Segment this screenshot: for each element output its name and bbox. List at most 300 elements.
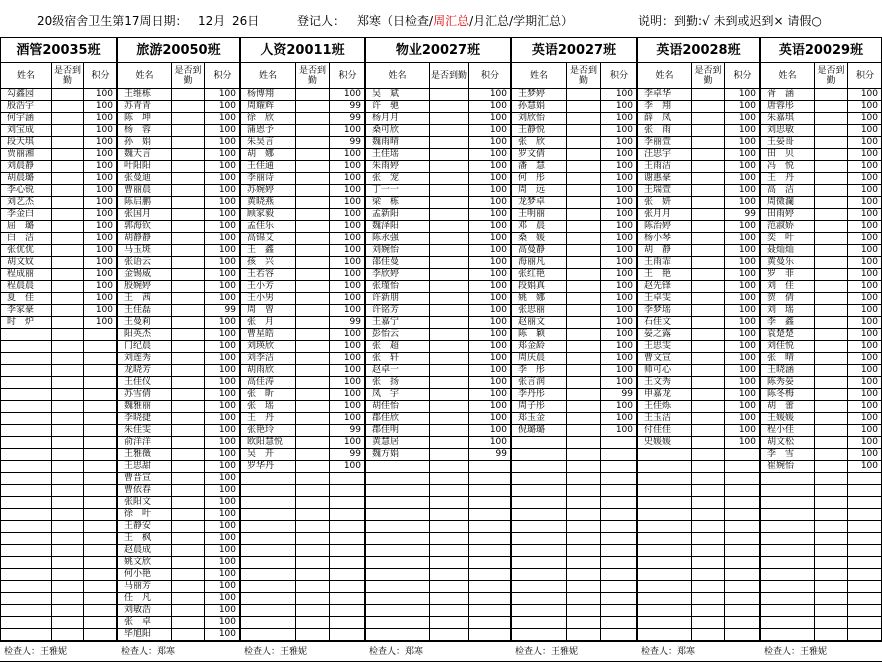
- student-name[interactable]: 周庆晨: [511, 353, 566, 365]
- score-cell[interactable]: 100: [724, 221, 760, 233]
- score-cell[interactable]: 100: [329, 209, 365, 221]
- student-name[interactable]: 刘敏浩: [117, 605, 171, 617]
- student-name[interactable]: 李晓捷: [117, 413, 171, 425]
- student-name[interactable]: 杨小琴: [637, 233, 691, 245]
- score-cell[interactable]: 99: [329, 317, 365, 329]
- student-name[interactable]: 金锡威: [117, 269, 171, 281]
- score-cell[interactable]: 100: [329, 221, 365, 233]
- student-name[interactable]: 杨博翔: [240, 89, 295, 101]
- student-name[interactable]: 张 卓: [117, 617, 171, 629]
- student-name[interactable]: 俞洋洋: [117, 437, 171, 449]
- student-name[interactable]: 王佳烁: [637, 401, 691, 413]
- student-name[interactable]: 聂灿灿: [760, 245, 814, 257]
- student-name[interactable]: 殷婉婷: [117, 281, 171, 293]
- student-name[interactable]: 李 彤: [511, 365, 566, 377]
- student-name[interactable]: 倪璐璐: [511, 425, 566, 437]
- student-name[interactable]: 李丽萱: [637, 137, 691, 149]
- score-cell[interactable]: 99: [724, 209, 760, 221]
- student-name[interactable]: 张 晴: [760, 353, 814, 365]
- score-cell[interactable]: 100: [83, 233, 117, 245]
- score-cell[interactable]: 100: [468, 413, 511, 425]
- score-cell[interactable]: 100: [724, 149, 760, 161]
- score-cell[interactable]: 100: [204, 509, 240, 521]
- student-name[interactable]: 姚文欣: [117, 557, 171, 569]
- score-cell[interactable]: 100: [724, 101, 760, 113]
- score-cell[interactable]: 100: [204, 185, 240, 197]
- score-cell[interactable]: 100: [724, 233, 760, 245]
- score-cell[interactable]: 100: [83, 173, 117, 185]
- student-name[interactable]: 夏 佳: [0, 293, 51, 305]
- score-cell[interactable]: 100: [83, 137, 117, 149]
- score-cell[interactable]: 100: [83, 125, 117, 137]
- score-cell[interactable]: 100: [329, 293, 365, 305]
- score-cell[interactable]: 100: [204, 557, 240, 569]
- student-name[interactable]: 贺 倩: [760, 293, 814, 305]
- score-cell[interactable]: 100: [204, 233, 240, 245]
- score-cell[interactable]: 100: [724, 269, 760, 281]
- student-name[interactable]: 魏雅丽: [117, 401, 171, 413]
- score-cell[interactable]: 100: [468, 425, 511, 437]
- score-cell[interactable]: 100: [468, 305, 511, 317]
- score-cell[interactable]: 100: [724, 245, 760, 257]
- student-name[interactable]: 张 盺: [240, 389, 295, 401]
- student-name[interactable]: 王思雯: [637, 341, 691, 353]
- score-cell[interactable]: 100: [204, 449, 240, 461]
- score-cell[interactable]: 99: [329, 113, 365, 125]
- student-name[interactable]: 叶阳阳: [117, 161, 171, 173]
- score-cell[interactable]: 100: [600, 353, 637, 365]
- student-name[interactable]: 魏雨晴: [365, 137, 429, 149]
- score-cell[interactable]: 100: [329, 365, 365, 377]
- score-cell[interactable]: 100: [847, 365, 882, 377]
- student-name[interactable]: 郑金龄: [511, 341, 566, 353]
- student-name[interactable]: 李家豪: [0, 305, 51, 317]
- score-cell[interactable]: 100: [724, 197, 760, 209]
- student-name[interactable]: 申嘉龙: [637, 389, 691, 401]
- score-cell[interactable]: 100: [847, 173, 882, 185]
- score-cell[interactable]: 100: [204, 365, 240, 377]
- score-cell[interactable]: 100: [600, 425, 637, 437]
- score-cell[interactable]: 100: [724, 437, 760, 449]
- student-name[interactable]: 陈启鹏: [117, 197, 171, 209]
- score-cell[interactable]: 100: [600, 125, 637, 137]
- score-cell[interactable]: 100: [600, 185, 637, 197]
- student-name[interactable]: 曹星皓: [240, 329, 295, 341]
- score-cell[interactable]: 100: [204, 281, 240, 293]
- score-cell[interactable]: 100: [204, 629, 240, 641]
- score-cell[interactable]: 100: [468, 317, 511, 329]
- score-cell[interactable]: 100: [468, 209, 511, 221]
- student-name[interactable]: 苏雪倩: [117, 389, 171, 401]
- student-name[interactable]: 王思甜: [117, 461, 171, 473]
- student-name[interactable]: 张阳文: [117, 497, 171, 509]
- student-name[interactable]: 郡佳明: [365, 425, 429, 437]
- score-cell[interactable]: 100: [847, 233, 882, 245]
- student-name[interactable]: 曹文宣: [637, 353, 691, 365]
- student-name[interactable]: 段娟真: [511, 281, 566, 293]
- score-cell[interactable]: 100: [600, 161, 637, 173]
- score-cell[interactable]: 100: [83, 305, 117, 317]
- score-cell[interactable]: 100: [468, 341, 511, 353]
- score-cell[interactable]: 100: [600, 293, 637, 305]
- student-name[interactable]: 魏泽阳: [365, 221, 429, 233]
- student-name[interactable]: 王佳通: [240, 161, 295, 173]
- score-cell[interactable]: 100: [600, 317, 637, 329]
- score-cell[interactable]: 100: [847, 353, 882, 365]
- score-cell[interactable]: 100: [724, 137, 760, 149]
- student-name[interactable]: 张 欣: [511, 137, 566, 149]
- score-cell[interactable]: 100: [847, 221, 882, 233]
- score-cell[interactable]: 100: [847, 401, 882, 413]
- student-name[interactable]: 刘 佳: [760, 281, 814, 293]
- score-cell[interactable]: 100: [204, 137, 240, 149]
- score-cell[interactable]: 100: [329, 305, 365, 317]
- score-cell[interactable]: 100: [329, 353, 365, 365]
- score-cell[interactable]: 100: [600, 377, 637, 389]
- score-cell[interactable]: 100: [847, 197, 882, 209]
- score-cell[interactable]: 100: [724, 89, 760, 101]
- student-name[interactable]: 潘 慧: [511, 161, 566, 173]
- score-cell[interactable]: 100: [724, 353, 760, 365]
- student-name[interactable]: 王雅薇: [117, 449, 171, 461]
- student-name[interactable]: 何 彤: [511, 173, 566, 185]
- score-cell[interactable]: 100: [724, 389, 760, 401]
- score-cell[interactable]: 100: [204, 425, 240, 437]
- student-name[interactable]: 高曼静: [511, 245, 566, 257]
- student-name[interactable]: 郭海钦: [117, 221, 171, 233]
- student-name[interactable]: 陈 坤: [117, 113, 171, 125]
- student-name[interactable]: 孟新阳: [365, 209, 429, 221]
- student-name[interactable]: 晏之露: [637, 329, 691, 341]
- student-name[interactable]: 程成丽: [0, 269, 51, 281]
- score-cell[interactable]: 100: [468, 221, 511, 233]
- score-cell[interactable]: 100: [329, 269, 365, 281]
- score-cell[interactable]: 100: [468, 281, 511, 293]
- score-cell[interactable]: 100: [724, 125, 760, 137]
- score-cell[interactable]: 100: [724, 173, 760, 185]
- student-name[interactable]: 朱嘉琪: [760, 113, 814, 125]
- score-cell[interactable]: 100: [847, 341, 882, 353]
- score-cell[interactable]: 100: [724, 341, 760, 353]
- score-cell[interactable]: 100: [204, 353, 240, 365]
- score-cell[interactable]: 100: [847, 125, 882, 137]
- student-name[interactable]: 王明丽: [511, 209, 566, 221]
- student-name[interactable]: 张 轩: [365, 353, 429, 365]
- score-cell[interactable]: 100: [600, 281, 637, 293]
- score-cell[interactable]: 100: [204, 341, 240, 353]
- student-name[interactable]: 张 宠: [365, 173, 429, 185]
- score-cell[interactable]: 100: [600, 173, 637, 185]
- score-cell[interactable]: 100: [204, 593, 240, 605]
- student-name[interactable]: 田雨婷: [760, 209, 814, 221]
- student-name[interactable]: 蒲恩予: [240, 125, 295, 137]
- student-name[interactable]: 张国月: [117, 209, 171, 221]
- score-cell[interactable]: 100: [468, 257, 511, 269]
- score-cell[interactable]: 100: [468, 377, 511, 389]
- score-cell[interactable]: 100: [83, 221, 117, 233]
- score-cell[interactable]: 100: [724, 365, 760, 377]
- student-name[interactable]: 白 洁: [0, 233, 51, 245]
- score-cell[interactable]: 100: [724, 161, 760, 173]
- score-cell[interactable]: 100: [468, 89, 511, 101]
- student-name[interactable]: 周微瀾: [760, 197, 814, 209]
- score-cell[interactable]: 100: [83, 245, 117, 257]
- score-cell[interactable]: 100: [204, 521, 240, 533]
- score-cell[interactable]: 100: [468, 173, 511, 185]
- score-cell[interactable]: 100: [204, 461, 240, 473]
- student-name[interactable]: 王佳仪: [117, 377, 171, 389]
- student-name[interactable]: 许铭芳: [365, 305, 429, 317]
- student-name[interactable]: 张曼迪: [117, 173, 171, 185]
- score-cell[interactable]: 100: [724, 293, 760, 305]
- score-cell[interactable]: 100: [600, 401, 637, 413]
- student-name[interactable]: 吴 斌: [365, 89, 429, 101]
- student-name[interactable]: 王嘉宁: [365, 317, 429, 329]
- score-cell[interactable]: 99: [329, 101, 365, 113]
- student-name[interactable]: 张 雨: [637, 125, 691, 137]
- student-name[interactable]: 付佳佳: [637, 425, 691, 437]
- student-name[interactable]: 欧阳慧悦: [240, 437, 295, 449]
- score-cell[interactable]: 100: [204, 533, 240, 545]
- student-name[interactable]: 张 超: [365, 341, 429, 353]
- score-cell[interactable]: 100: [329, 257, 365, 269]
- score-cell[interactable]: 100: [204, 545, 240, 557]
- student-name[interactable]: 魏方娟: [365, 449, 429, 461]
- score-cell[interactable]: 100: [847, 413, 882, 425]
- student-name[interactable]: 彭怡云: [365, 329, 429, 341]
- student-name[interactable]: 王小男: [240, 293, 295, 305]
- student-name[interactable]: 薛 凤: [637, 113, 691, 125]
- student-name[interactable]: 李欣婷: [365, 269, 429, 281]
- student-name[interactable]: 王维栋: [117, 89, 171, 101]
- student-name[interactable]: 凤 宇: [365, 389, 429, 401]
- student-name[interactable]: 赵丽文: [511, 317, 566, 329]
- student-name[interactable]: 李丽诗: [240, 173, 295, 185]
- student-name[interactable]: 李金白: [0, 209, 51, 221]
- student-name[interactable]: 刘艺杰: [0, 197, 51, 209]
- score-cell[interactable]: 100: [204, 581, 240, 593]
- student-name[interactable]: 张 瑶: [240, 401, 295, 413]
- student-name[interactable]: 孩 兴: [240, 257, 295, 269]
- score-cell[interactable]: 100: [83, 281, 117, 293]
- score-cell[interactable]: 100: [329, 197, 365, 209]
- score-cell[interactable]: 100: [468, 149, 511, 161]
- score-cell[interactable]: 100: [847, 89, 882, 101]
- score-cell[interactable]: 100: [329, 89, 365, 101]
- score-cell[interactable]: 100: [468, 197, 511, 209]
- student-name[interactable]: 刘思敏: [760, 125, 814, 137]
- score-cell[interactable]: 100: [83, 89, 117, 101]
- score-cell[interactable]: 100: [468, 353, 511, 365]
- student-name[interactable]: 周 远: [511, 185, 566, 197]
- student-name[interactable]: 冯 悦: [760, 161, 814, 173]
- score-cell[interactable]: 100: [724, 413, 760, 425]
- student-name[interactable]: 王玉洁: [637, 413, 691, 425]
- student-name[interactable]: 王文秀: [637, 377, 691, 389]
- student-name[interactable]: 李 雪: [760, 449, 814, 461]
- student-name[interactable]: 陈 颖: [511, 329, 566, 341]
- score-cell[interactable]: 100: [329, 413, 365, 425]
- score-cell[interactable]: 100: [468, 101, 511, 113]
- student-name[interactable]: 徐 欣: [240, 113, 295, 125]
- score-cell[interactable]: 100: [204, 377, 240, 389]
- student-name[interactable]: 胡 静: [637, 245, 691, 257]
- score-cell[interactable]: 100: [724, 185, 760, 197]
- student-name[interactable]: 梁 栋: [365, 197, 429, 209]
- score-cell[interactable]: 100: [724, 401, 760, 413]
- score-cell[interactable]: 100: [468, 437, 511, 449]
- student-name[interactable]: 胡佳怡: [365, 401, 429, 413]
- student-name[interactable]: 胡文松: [760, 437, 814, 449]
- student-name[interactable]: 门纪晨: [117, 341, 171, 353]
- score-cell[interactable]: 100: [600, 149, 637, 161]
- score-cell[interactable]: 100: [847, 425, 882, 437]
- student-name[interactable]: 陈治婷: [637, 221, 691, 233]
- score-cell[interactable]: 100: [329, 389, 365, 401]
- student-name[interactable]: 王 茜: [117, 293, 171, 305]
- student-name[interactable]: 谢惠豪: [637, 173, 691, 185]
- student-name[interactable]: 周 曾: [240, 305, 295, 317]
- score-cell[interactable]: 100: [600, 257, 637, 269]
- student-name[interactable]: 丁一一: [365, 185, 429, 197]
- score-cell[interactable]: 100: [204, 173, 240, 185]
- score-cell[interactable]: 100: [847, 293, 882, 305]
- score-cell[interactable]: 99: [468, 449, 511, 461]
- student-name[interactable]: 贾丽湘: [0, 149, 51, 161]
- score-cell[interactable]: 100: [204, 113, 240, 125]
- student-name[interactable]: 赵晨成: [117, 545, 171, 557]
- student-name[interactable]: 奕 叶: [760, 233, 814, 245]
- score-cell[interactable]: 100: [847, 461, 882, 473]
- score-cell[interactable]: 100: [204, 617, 240, 629]
- student-name[interactable]: 郑玉金: [511, 413, 566, 425]
- student-name[interactable]: 张瑾怡: [365, 281, 429, 293]
- student-name[interactable]: 刘莲秀: [117, 353, 171, 365]
- score-cell[interactable]: 100: [204, 605, 240, 617]
- score-cell[interactable]: 100: [204, 497, 240, 509]
- score-cell[interactable]: 100: [204, 245, 240, 257]
- student-name[interactable]: 马玉斑: [117, 245, 171, 257]
- student-name[interactable]: 李梦瑶: [637, 305, 691, 317]
- student-name[interactable]: 黄慧居: [365, 437, 429, 449]
- student-name[interactable]: 赵卓一: [365, 365, 429, 377]
- score-cell[interactable]: 100: [204, 437, 240, 449]
- student-name[interactable]: 罗华丹: [240, 461, 295, 473]
- score-cell[interactable]: 100: [847, 113, 882, 125]
- student-name[interactable]: 王静悦: [511, 125, 566, 137]
- score-cell[interactable]: 100: [468, 389, 511, 401]
- score-cell[interactable]: 100: [83, 161, 117, 173]
- student-name[interactable]: 陈永强: [365, 233, 429, 245]
- student-name[interactable]: 张红艳: [511, 269, 566, 281]
- score-cell[interactable]: 100: [204, 317, 240, 329]
- student-name[interactable]: 桑 媛: [511, 233, 566, 245]
- student-name[interactable]: 史媛媛: [637, 437, 691, 449]
- score-cell[interactable]: 100: [847, 389, 882, 401]
- score-cell[interactable]: 100: [724, 281, 760, 293]
- score-cell[interactable]: 100: [468, 233, 511, 245]
- score-cell[interactable]: 100: [204, 89, 240, 101]
- score-cell[interactable]: 100: [847, 377, 882, 389]
- student-name[interactable]: 师可心: [637, 365, 691, 377]
- student-name[interactable]: 刘佳悦: [760, 341, 814, 353]
- score-cell[interactable]: 100: [847, 137, 882, 149]
- student-name[interactable]: 张语云: [117, 257, 171, 269]
- student-name[interactable]: 孙慧娟: [511, 101, 566, 113]
- score-cell[interactable]: 100: [83, 257, 117, 269]
- student-name[interactable]: 唐蓉彤: [760, 101, 814, 113]
- score-cell[interactable]: 100: [468, 329, 511, 341]
- student-name[interactable]: 苏青青: [117, 101, 171, 113]
- student-name[interactable]: 陈秀晏: [760, 377, 814, 389]
- score-cell[interactable]: 100: [724, 317, 760, 329]
- score-cell[interactable]: 100: [329, 461, 365, 473]
- student-name[interactable]: 崔婉怡: [760, 461, 814, 473]
- student-name[interactable]: 李 鑫: [760, 317, 814, 329]
- student-name[interactable]: 顾家毅: [240, 209, 295, 221]
- student-name[interactable]: 杨 蓉: [117, 125, 171, 137]
- student-name[interactable]: 黄曼乐: [760, 257, 814, 269]
- student-name[interactable]: 殷浩宇: [0, 101, 51, 113]
- student-name[interactable]: 王若容: [240, 269, 295, 281]
- score-cell[interactable]: 100: [204, 149, 240, 161]
- score-cell[interactable]: 100: [204, 473, 240, 485]
- student-name[interactable]: 高佳涛: [240, 377, 295, 389]
- score-cell[interactable]: 100: [600, 209, 637, 221]
- score-cell[interactable]: 100: [83, 197, 117, 209]
- score-cell[interactable]: 100: [204, 161, 240, 173]
- student-name[interactable]: 田 贝: [760, 149, 814, 161]
- student-name[interactable]: 龙晓芳: [117, 365, 171, 377]
- score-cell[interactable]: 100: [847, 305, 882, 317]
- student-name[interactable]: 许新朋: [365, 293, 429, 305]
- student-name[interactable]: 王晏哥: [760, 137, 814, 149]
- student-name[interactable]: 胡晨璐: [0, 173, 51, 185]
- student-name[interactable]: 龙梦卓: [511, 197, 566, 209]
- score-cell[interactable]: 100: [600, 365, 637, 377]
- score-cell[interactable]: 100: [600, 245, 637, 257]
- score-cell[interactable]: 100: [83, 317, 117, 329]
- student-name[interactable]: 王 艳: [637, 269, 691, 281]
- student-name[interactable]: 王卓雯: [637, 293, 691, 305]
- score-cell[interactable]: 100: [204, 209, 240, 221]
- student-name[interactable]: 何宇涵: [0, 113, 51, 125]
- student-name[interactable]: 刘 瑶: [760, 305, 814, 317]
- score-cell[interactable]: 100: [329, 437, 365, 449]
- student-name[interactable]: 勾鑫园: [0, 89, 51, 101]
- student-name[interactable]: 朱雨婷: [365, 161, 429, 173]
- score-cell[interactable]: 100: [329, 281, 365, 293]
- score-cell[interactable]: 100: [204, 329, 240, 341]
- score-cell[interactable]: 100: [847, 245, 882, 257]
- score-cell[interactable]: 100: [204, 413, 240, 425]
- score-cell[interactable]: 100: [600, 89, 637, 101]
- student-name[interactable]: 石佳文: [637, 317, 691, 329]
- student-name[interactable]: 杨月月: [365, 113, 429, 125]
- student-name[interactable]: 李丹彤: [511, 389, 566, 401]
- score-cell[interactable]: 100: [468, 113, 511, 125]
- score-cell[interactable]: 100: [329, 173, 365, 185]
- student-name[interactable]: 段天琪: [0, 137, 51, 149]
- score-cell[interactable]: 100: [204, 293, 240, 305]
- student-name[interactable]: 王 丹: [240, 413, 295, 425]
- score-cell[interactable]: 100: [83, 185, 117, 197]
- score-cell[interactable]: 100: [204, 125, 240, 137]
- student-name[interactable]: 汪思宇: [637, 149, 691, 161]
- student-name[interactable]: 罗 菲: [760, 269, 814, 281]
- student-name[interactable]: 李卓华: [637, 89, 691, 101]
- student-name[interactable]: 罗文倩: [511, 149, 566, 161]
